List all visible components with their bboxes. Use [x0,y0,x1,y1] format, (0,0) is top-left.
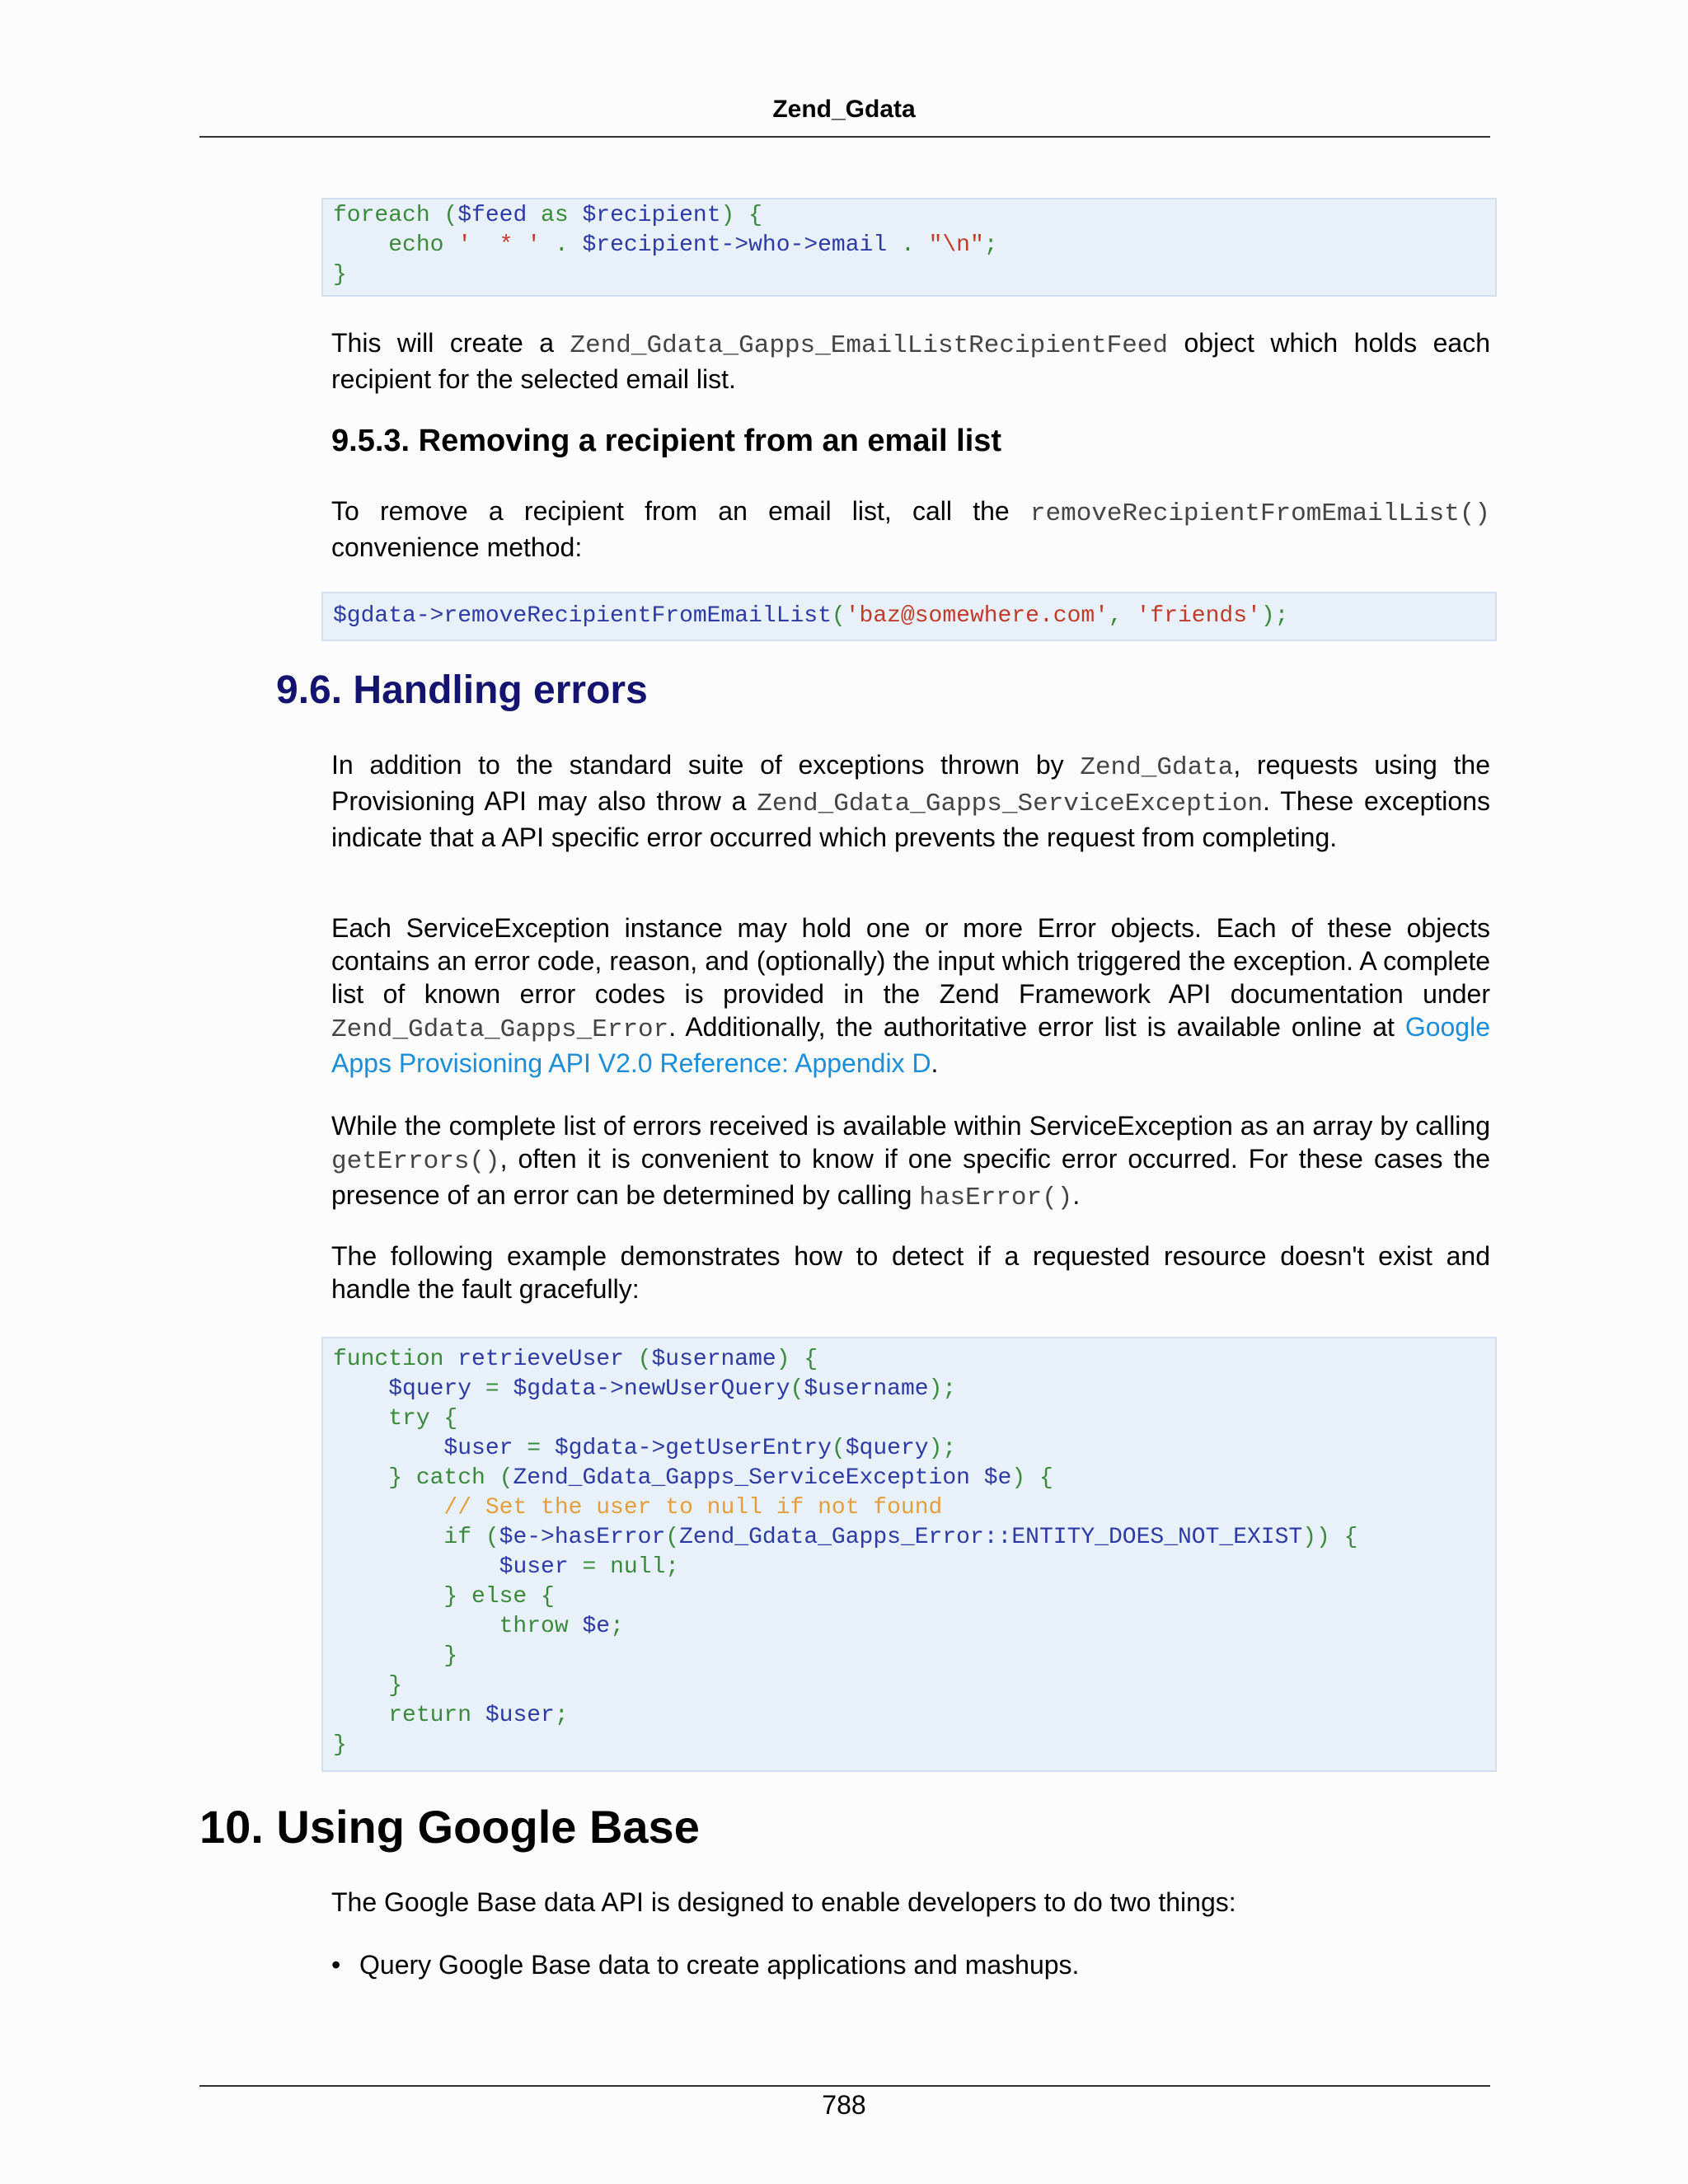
section-heading-9-5-3: 9.5.3. Removing a recipient from an email list [331,424,1002,458]
paragraph-remove-recipient: To remove a recipient from an email list, call the removeRecipientFromEmailList() convenience method: [331,496,1490,562]
page-number: 788 [822,2090,866,2120]
section-heading-9-6: 9.6. Handling errors [276,668,648,712]
paragraph-example-intro: The following example demonstrates how to detect if a requested resource doesn't exist and handle the fault gracefully: [331,1241,1490,1304]
appendix-d-link[interactable]: Google Apps Provisioning API V2.0 Reference: Appendix D [331,1012,1490,1078]
code-block-remove-recipient: $gdata->removeRecipientFromEmailList('baz@somewhere.com', 'friends'); [321,592,1497,641]
paragraph-error-objects: Each ServiceException instance may hold one or more Error objects. Each of these objects contains an error code, reason, and (optionally) the input which triggered the exception. A complete list of known error codes is provided in the Zend Framework API documentation under Zend_Gdata_Gapps_Error. Additionally, the authoritative error list is available online at Google Apps Provisioning API V2.0 Reference: Appendix D. [331,913,1490,1078]
code-block-recipient-loop: foreach ($feed as $recipient) { echo ' * ' . $recipient->who->email . "\n"; } [321,198,1497,297]
bullet-marker: • [331,1950,341,1980]
code-block-retrieve-user: function retrieveUser ($username) { $query = $gdata->newUserQuery($username); try { $user = $gdata->getUserEntry($query); } catch (Zend_Gdata_Gapps_ServiceException $e) { // Set the user to null if not found if ($e->hasError(Zend_Gdata_Gapps_Error::ENTITY_DOES_NOT_EXIST)) { $user = null; } else { throw $e; } } return $user; } [321,1337,1497,1772]
footer-rule [199,2085,1490,2087]
paragraph-recipient-feed: This will create a Zend_Gdata_Gapps_EmailListRecipientFeed object which holds each recipient for the selected email list. [331,328,1490,394]
section-heading-10: 10. Using Google Base [199,1801,700,1853]
header-rule [199,136,1490,138]
running-header-title: Zend_Gdata [772,96,916,123]
paragraph-get-errors: While the complete list of errors received is available within ServiceException as an array by calling getErrors(), often it is convenient to know if one specific error occurred. For these cases the presence of an error can be determined by calling hasError(). [331,1111,1490,1212]
paragraph-google-base-intro: The Google Base data API is designed to enable developers to do two things: [331,1887,1236,1917]
paragraph-exceptions: In addition to the standard suite of exceptions thrown by Zend_Gdata, requests using the Provisioning API may also throw a Zend_Gdata_Gapps_ServiceException. These exceptions indicate that a API specific error occurred which prevents the request from completing. [331,750,1491,852]
bullet-text: Query Google Base data to create applications and mashups. [359,1950,1080,1980]
bullet-list-item [331,1950,1079,1980]
